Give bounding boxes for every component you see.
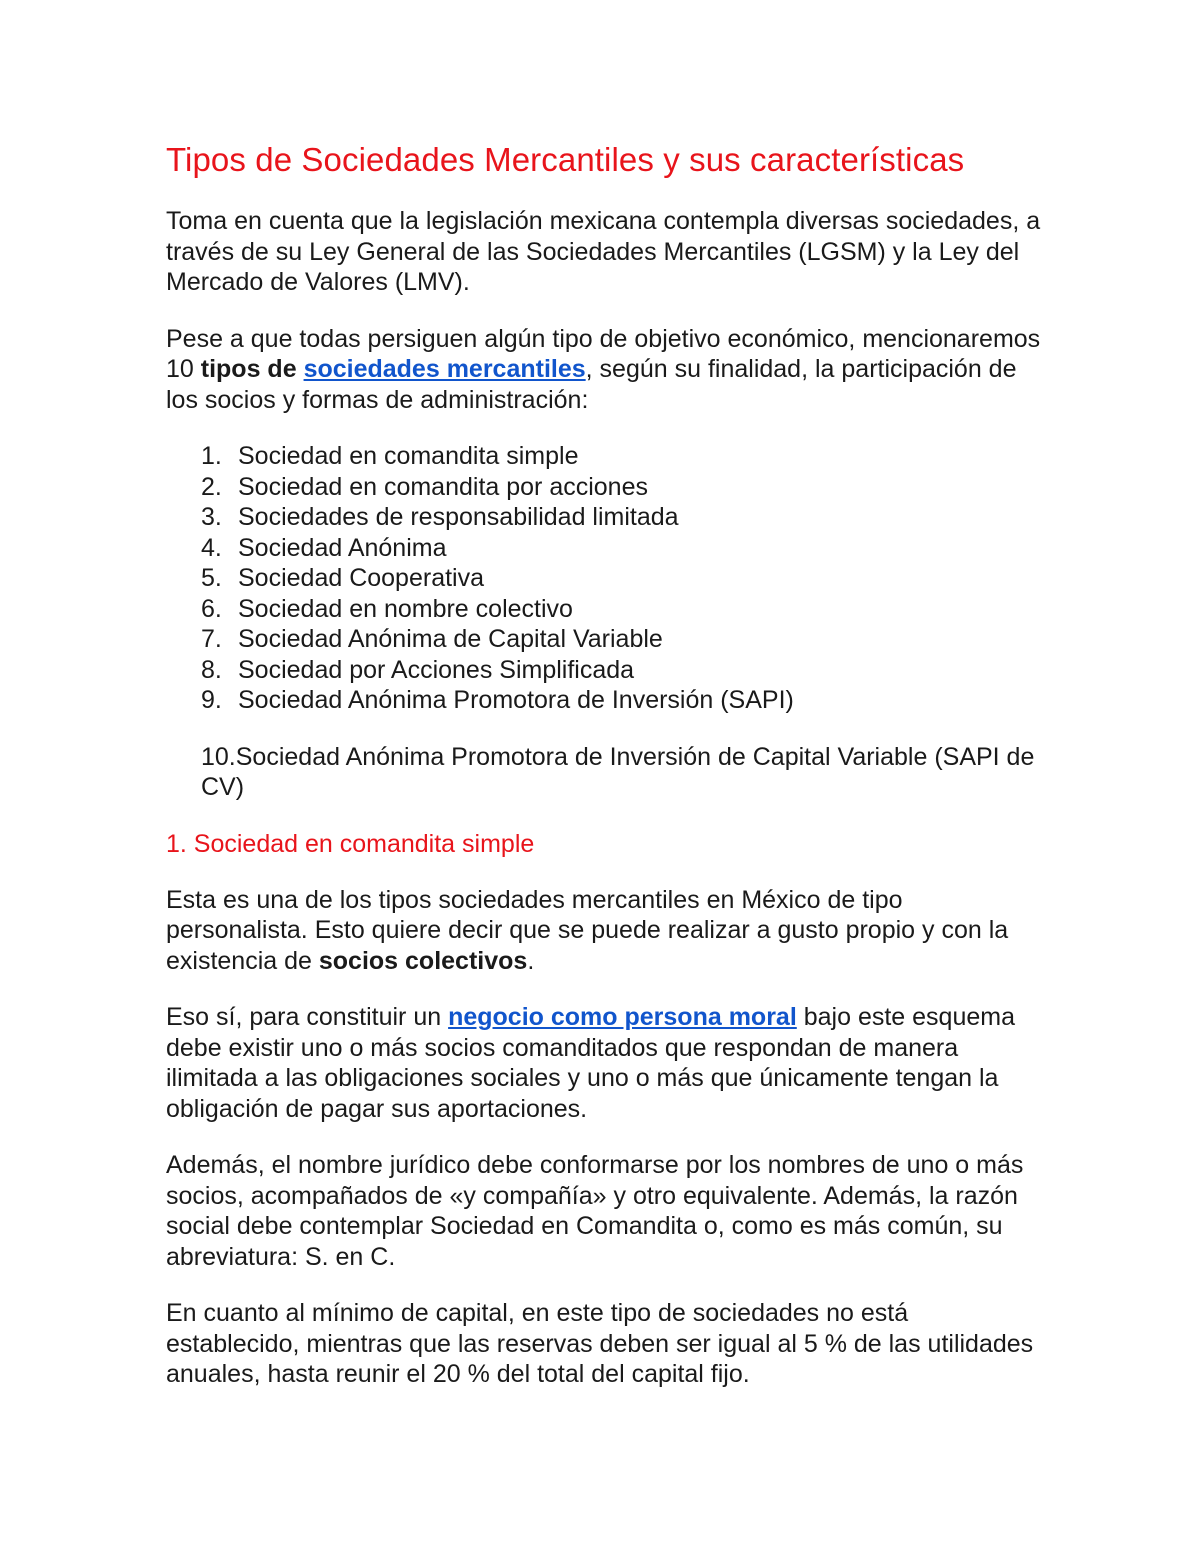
list-item-10: 10.Sociedad Anónima Promotora de Inversión de Capital Variable (SAPI de CV) [201, 742, 1035, 801]
list-item-text: Sociedades de responsabilidad limitada [238, 503, 679, 531]
list-item [201, 502, 1046, 533]
section-paragraph-3: Además, el nombre jurídico debe conformarse por los nombres de uno o más socios, acompañados de «y compañía» y otro equivalente. Además, la razón social debe contemplar Sociedad en Comandita o, como es más común, su abreviatura: S. en C. [166, 1151, 1024, 1271]
types-intro-paragraph [166, 324, 1046, 416]
intro-paragraph: Toma en cuenta que la legislación mexicana contempla diversas sociedades, a través de su Ley General de las Sociedades Mercantiles (LGSM) y la Ley del Mercado de Valores (LMV). [166, 207, 1041, 296]
types-intro-rest: , según su finalidad, la participación de los socios y formas de administración: [166, 355, 1017, 414]
list-item-text: Sociedad en nombre colectivo [238, 594, 573, 623]
section-paragraph-1: Esta es una de los tipos sociedades mercantiles en México de tipo personalista. Esto quiere decir que se puede realizar a gusto propio y con la existencia de socios colectivos. [166, 885, 1009, 975]
list-item [201, 624, 1046, 655]
types-intro-bold: tipos de [200, 355, 297, 383]
list-item-text: Sociedad Cooperativa [238, 564, 484, 592]
sociedades-mercantiles-link[interactable]: sociedades mercantiles [303, 355, 586, 383]
section-paragraph-4: En cuanto al mínimo de capital, en este tipo de sociedades no está establecido, mientras que las reservas deben ser igual al 5 % de las utilidades anuales, hasta reunir el 20 % del total del capital fijo. [166, 1299, 1034, 1388]
document-page [166, 140, 1046, 1416]
types-intro-text: Pese a que todas persiguen algún tipo de objetivo económico, mencionaremos 10 [166, 324, 1041, 383]
document-title: Tipos de Sociedades Mercantiles y sus características [166, 141, 965, 178]
list-item [201, 594, 1046, 625]
list-item-number: 9. [201, 686, 222, 714]
persona-moral-link[interactable]: negocio como persona moral [448, 1003, 797, 1031]
list-item-number: 4. [201, 533, 222, 562]
socios-colectivos-bold: socios colectivos [318, 946, 528, 975]
list-item-number: 7. [201, 625, 222, 653]
list-item [201, 533, 1046, 564]
list-item [201, 563, 1046, 594]
section-heading: 1. Sociedad en comandita simple [166, 829, 535, 858]
list-item [201, 441, 1046, 472]
list-item-text: Sociedad Anónima de Capital Variable [238, 625, 663, 653]
list-item [201, 655, 1046, 686]
list-item [201, 472, 1046, 503]
list-item-text: Sociedad Anónima Promotora de Inversión (SAPI) [238, 686, 794, 714]
list-item-number: 1. [201, 442, 222, 470]
list-item-number: 6. [201, 594, 222, 623]
list-item-text: Sociedad en comandita por acciones [238, 472, 648, 501]
list-item-number: 8. [201, 655, 222, 684]
list-item-number: 5. [201, 564, 222, 592]
list-item [201, 685, 1046, 716]
list-item-text: Sociedad en comandita simple [238, 442, 579, 470]
section-paragraph-2: Eso sí, para constituir un negocio como persona moral bajo este esquema debe existir uno o más socios comanditados que respondan de manera ilimitada a las obligaciones sociales y uno o más que únicamente tengan la obligación de pagar sus aportaciones. [166, 1003, 1015, 1123]
list-item-number: 2. [201, 472, 222, 501]
types-list [166, 441, 1046, 716]
list-item-text: Sociedad Anónima [238, 533, 447, 562]
list-item-number: 3. [201, 503, 222, 531]
list-item-text: Sociedad por Acciones Simplificada [238, 655, 635, 684]
